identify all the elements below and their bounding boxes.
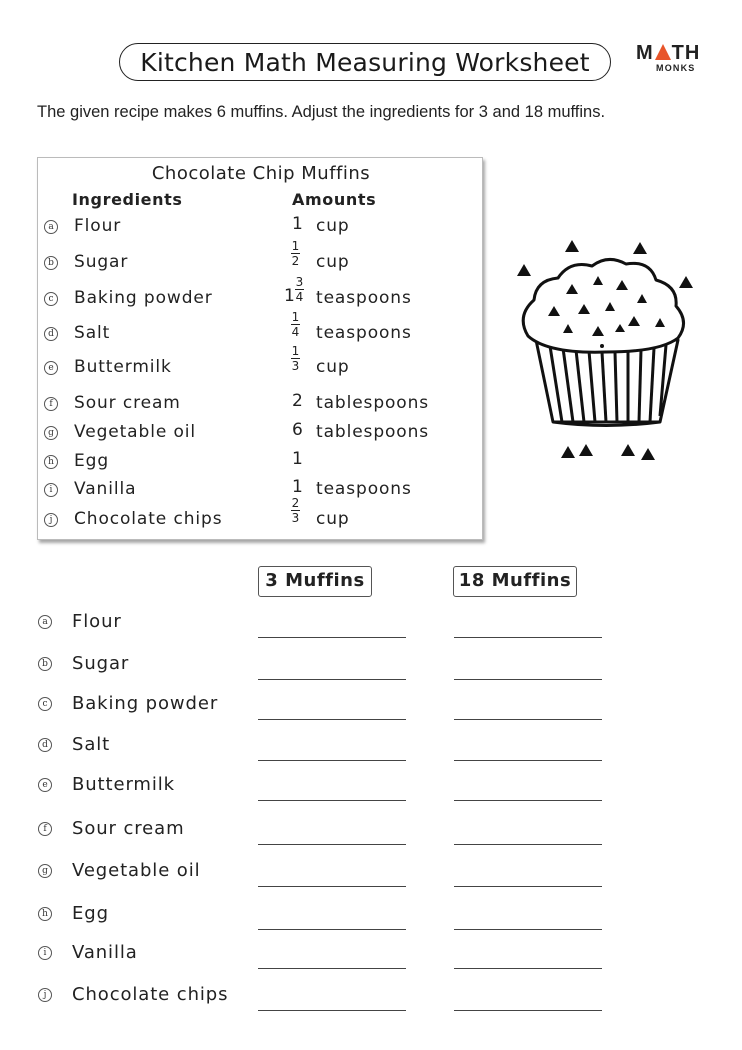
logo-wordmark: M TH <box>636 42 701 64</box>
item-letter-badge: h <box>44 455 58 469</box>
answer-blank-18-muffins[interactable] <box>454 1010 602 1011</box>
answer-letter-badge: i <box>38 946 52 960</box>
item-letter-badge: g <box>44 426 58 440</box>
answer-blank-3-muffins[interactable] <box>258 800 406 801</box>
fraction-denominator: 4 <box>295 290 304 304</box>
answer-letter-badge: a <box>38 615 52 629</box>
item-letter-badge: b <box>44 256 58 270</box>
answer-ingredient-name: Vegetable oil <box>72 860 201 881</box>
answer-blank-18-muffins[interactable] <box>454 844 602 845</box>
item-letter-badge: f <box>44 397 58 411</box>
worksheet-title-text: Kitchen Math Measuring Worksheet <box>140 47 590 77</box>
item-letter-badge: j <box>44 513 58 527</box>
amount-fraction <box>291 240 300 267</box>
worksheet-title <box>119 43 611 81</box>
amount-unit: cup <box>316 252 350 272</box>
recipe-row <box>38 344 484 387</box>
answer-ingredient-name: Flour <box>72 611 122 632</box>
fraction-numerator: 1 <box>291 310 300 324</box>
answer-letter-badge: f <box>38 822 52 836</box>
answer-blank-3-muffins[interactable] <box>258 844 406 845</box>
fraction-denominator: 2 <box>291 254 300 268</box>
answer-blank-3-muffins[interactable] <box>258 929 406 930</box>
answer-letter-badge: b <box>38 657 52 671</box>
amount-fraction <box>291 345 300 372</box>
answer-blank-3-muffins[interactable] <box>258 760 406 761</box>
amount-unit: teaspoons <box>316 479 412 499</box>
item-letter-badge: e <box>44 361 58 375</box>
ingredient-name: Flour <box>74 216 122 236</box>
ingredient-name: Egg <box>74 451 110 471</box>
answer-ingredient-name: Chocolate chips <box>72 984 229 1005</box>
ingredient-name: Sugar <box>74 252 129 272</box>
header-18-muffins: 18 Muffins <box>453 566 577 597</box>
fraction-denominator: 4 <box>291 325 300 339</box>
amount-whole: 2 <box>292 391 304 411</box>
item-letter-badge: c <box>44 292 58 306</box>
ingredients-header: Ingredients <box>72 190 183 209</box>
answer-blank-3-muffins[interactable] <box>258 968 406 969</box>
amount-whole: 1 <box>292 214 304 234</box>
answer-ingredient-name: Vanilla <box>72 942 138 963</box>
amounts-header: Amounts <box>292 190 377 209</box>
answer-letter-badge: c <box>38 697 52 711</box>
muffin-icon <box>510 236 700 468</box>
amount-unit: cup <box>316 357 350 377</box>
ingredient-name: Vanilla <box>74 479 137 499</box>
recipe-row <box>38 239 484 282</box>
answer-ingredient-name: Buttermilk <box>72 774 175 795</box>
answer-blank-18-muffins[interactable] <box>454 968 602 969</box>
item-letter-badge: a <box>44 220 58 234</box>
answer-blank-3-muffins[interactable] <box>258 637 406 638</box>
answer-blank-18-muffins[interactable] <box>454 800 602 801</box>
answer-blank-18-muffins[interactable] <box>454 760 602 761</box>
recipe-row <box>38 496 484 539</box>
ingredient-name: Salt <box>74 323 111 343</box>
ingredient-name: Vegetable oil <box>74 422 197 442</box>
amount-fraction <box>291 311 300 338</box>
amount-fraction <box>291 497 300 524</box>
header-3-muffins: 3 Muffins <box>258 566 372 597</box>
recipe-row <box>38 310 484 353</box>
recipe-card <box>37 157 483 540</box>
amount-unit: tablespoons <box>316 422 430 442</box>
answer-blank-18-muffins[interactable] <box>454 886 602 887</box>
ingredient-name: Sour cream <box>74 393 181 413</box>
amount-whole: 1 <box>292 449 304 469</box>
ingredient-name: Chocolate chips <box>74 509 223 529</box>
answer-ingredient-name: Baking powder <box>72 693 219 714</box>
amount-unit: cup <box>316 509 350 529</box>
amount-unit: teaspoons <box>316 288 412 308</box>
amount-whole: 1 <box>284 286 296 306</box>
amount-unit: tablespoons <box>316 393 430 413</box>
item-letter-badge: d <box>44 327 58 341</box>
ingredient-name: Baking powder <box>74 288 213 308</box>
item-letter-badge: i <box>44 483 58 497</box>
instructions-text: The given recipe makes 6 muffins. Adjust the ingredients for 3 and 18 muffins. <box>37 103 606 121</box>
amount-whole: 1 <box>292 477 304 497</box>
answer-blank-3-muffins[interactable] <box>258 719 406 720</box>
math-monks-logo <box>636 42 706 76</box>
amount-unit: cup <box>316 216 350 236</box>
answer-blank-3-muffins[interactable] <box>258 886 406 887</box>
answer-blank-18-muffins[interactable] <box>454 929 602 930</box>
recipe-row <box>38 451 484 481</box>
answer-letter-badge: e <box>38 778 52 792</box>
fraction-denominator: 3 <box>291 359 300 373</box>
answer-blank-18-muffins[interactable] <box>454 719 602 720</box>
answer-blank-18-muffins[interactable] <box>454 637 602 638</box>
answer-letter-badge: g <box>38 864 52 878</box>
fraction-numerator: 3 <box>295 275 304 289</box>
fraction-numerator: 1 <box>291 239 300 253</box>
recipe-row <box>38 422 484 452</box>
logo-triangle-icon <box>655 44 671 60</box>
logo-subtitle: MONKS <box>656 63 696 73</box>
recipe-row <box>38 479 484 509</box>
answer-ingredient-name: Salt <box>72 734 111 755</box>
recipe-row <box>38 275 484 318</box>
ingredient-name: Buttermilk <box>74 357 172 377</box>
recipe-row <box>38 216 484 246</box>
recipe-title: Chocolate Chip Muffins <box>151 163 371 184</box>
answer-blank-18-muffins[interactable] <box>454 679 602 680</box>
answer-letter-badge: j <box>38 988 52 1002</box>
answer-ingredient-name: Egg <box>72 903 109 924</box>
answer-letter-badge: d <box>38 738 52 752</box>
amount-unit: teaspoons <box>316 323 412 343</box>
fraction-numerator: 1 <box>291 344 300 358</box>
fraction-denominator: 3 <box>291 511 300 525</box>
amount-whole: 6 <box>292 420 304 440</box>
answer-blank-3-muffins[interactable] <box>258 679 406 680</box>
answer-letter-badge: h <box>38 907 52 921</box>
recipe-row <box>38 393 484 423</box>
amount-fraction <box>295 276 304 303</box>
answer-blank-3-muffins[interactable] <box>258 1010 406 1011</box>
answer-ingredient-name: Sour cream <box>72 818 185 839</box>
answer-ingredient-name: Sugar <box>72 653 130 674</box>
fraction-numerator: 2 <box>291 496 300 510</box>
